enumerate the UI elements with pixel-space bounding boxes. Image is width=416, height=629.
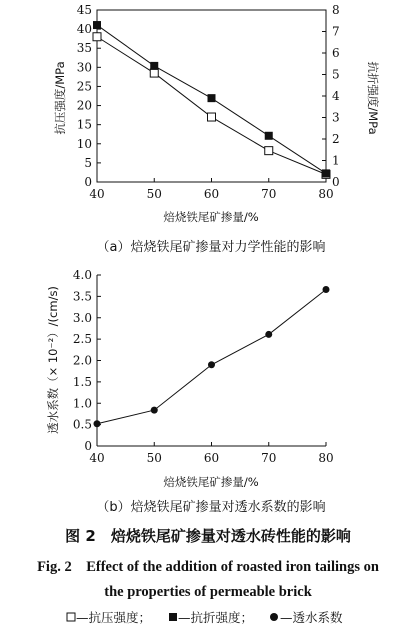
chart-a-left-y-axis-label: 抗压强度/MPa <box>53 61 67 135</box>
chart-b-caption: （b）焙烧铁尾矿掺量对透水系数的影响 <box>96 500 326 515</box>
legend-open-square-icon <box>67 613 75 621</box>
chart-b-y-axis-label: 透水系数（× 10⁻²）/(cm/s) <box>46 286 60 434</box>
chart-b-y-tick-label: 2.0 <box>72 353 92 368</box>
legend-filled-circle-icon <box>270 613 278 621</box>
chart-a-right-y-axis-label: 抗折强度/MPa <box>366 61 380 135</box>
chart-b-x-tick-label: 60 <box>203 451 220 465</box>
chart-a-left-y-tick-label: 15 <box>76 117 92 132</box>
chart-b-point-permeability <box>208 361 215 368</box>
chart-a-caption: （a）焙烧铁尾矿掺量对力学性能的影响 <box>96 240 326 255</box>
chart-b-x-axis-label: 焙烧铁尾矿掺量/% <box>163 475 259 489</box>
chart-a-right-y-tick-label: 3 <box>332 110 340 125</box>
chart-b-y-tick-label: 0.5 <box>72 417 92 432</box>
chart-a-point-compressive <box>150 69 158 77</box>
chart-a-point-flexural <box>322 169 330 177</box>
chart-b-x-axis <box>89 442 333 465</box>
chart-a-point-flexural <box>93 21 101 29</box>
chart-b-point-permeability <box>323 286 330 293</box>
chart-a-right-y-axis <box>322 3 340 189</box>
chart-b-y-tick-label: 3.0 <box>72 310 92 325</box>
chart-a-left-y-tick-label: 35 <box>76 41 92 56</box>
chart-b-point-permeability <box>151 407 158 414</box>
chart-a-left-y-tick-label: 20 <box>76 98 92 113</box>
chart-b-y-tick-label: 1.5 <box>72 374 92 389</box>
chart-a-x-axis <box>89 178 333 201</box>
chart-a-right-y-tick-label: 5 <box>332 67 340 82</box>
chart-a-left-y-tick-label: 45 <box>76 3 92 17</box>
chart-b-x-tick-label: 40 <box>89 451 105 465</box>
chart-a-point-compressive <box>93 33 101 41</box>
chart-a-right-y-tick-label: 8 <box>332 3 340 17</box>
figure-title-en-line1: Fig. 2 Effect of the addition of roasted iron tailings on <box>37 559 379 575</box>
chart-a-right-y-tick-label: 0 <box>332 175 340 189</box>
chart-a-right-y-tick-label: 1 <box>332 153 340 168</box>
chart-b-markers <box>94 286 330 427</box>
chart-a-point-flexural <box>265 132 273 140</box>
chart-b-y-tick-label: 2.5 <box>72 332 92 347</box>
chart-a-right-y-tick-label: 4 <box>332 89 340 103</box>
legend-item-flexural: —抗折强度； <box>178 610 254 625</box>
figure-title-cn: 图 2 焙烧铁尾矿掺量对透水砖性能的影响 <box>65 527 351 545</box>
chart-a-left-y-tick-label: 0 <box>84 175 92 189</box>
chart-a-x-tick-label: 80 <box>318 187 334 201</box>
legend-filled-square-icon <box>169 613 177 621</box>
figure-legend <box>67 610 343 625</box>
chart-a-point-compressive <box>265 147 273 155</box>
chart-a <box>53 3 380 255</box>
chart-a-x-axis-label: 焙烧铁尾矿掺量/% <box>163 210 259 224</box>
chart-a-markers <box>93 21 330 178</box>
chart-b-y-tick-label: 3.5 <box>72 289 92 304</box>
chart-a-point-compressive <box>208 113 216 121</box>
chart-b-x-tick-label: 50 <box>146 451 162 465</box>
chart-a-left-y-tick-label: 40 <box>76 22 92 37</box>
chart-b-point-permeability <box>265 331 272 338</box>
chart-b-x-tick-label: 80 <box>318 451 334 465</box>
chart-b-y-tick-label: 0 <box>84 439 92 453</box>
chart-b-series-lines <box>97 290 326 424</box>
figure-title-en-line2: the properties of permeable brick <box>104 584 312 600</box>
chart-a-x-tick-label: 50 <box>146 187 162 201</box>
chart-b <box>46 268 334 515</box>
chart-a-left-y-tick-label: 25 <box>76 79 92 94</box>
chart-a-point-flexural <box>150 62 158 70</box>
chart-a-right-y-tick-label: 7 <box>332 24 340 39</box>
chart-a-x-tick-label: 60 <box>203 187 220 201</box>
legend-item-compressive: —抗压强度； <box>76 610 152 625</box>
chart-a-series-line-compressive <box>97 37 326 175</box>
chart-a-point-flexural <box>208 94 216 102</box>
chart-b-y-tick-label: 1.0 <box>72 396 92 411</box>
chart-b-y-tick-label: 4.0 <box>72 268 92 282</box>
chart-a-x-tick-label: 40 <box>89 187 105 201</box>
chart-a-right-y-tick-label: 6 <box>332 46 340 60</box>
chart-b-point-permeability <box>94 420 101 427</box>
chart-a-right-y-tick-label: 2 <box>332 132 340 146</box>
chart-b-series-line-permeability <box>97 290 326 424</box>
legend-item-permeability: —透水系数 <box>280 610 343 625</box>
chart-b-x-tick-label: 70 <box>261 451 277 465</box>
chart-a-x-tick-label: 70 <box>261 187 277 201</box>
chart-a-left-y-tick-label: 10 <box>76 136 92 151</box>
chart-a-left-y-tick-label: 5 <box>84 155 92 170</box>
chart-a-left-y-tick-label: 30 <box>76 60 92 75</box>
